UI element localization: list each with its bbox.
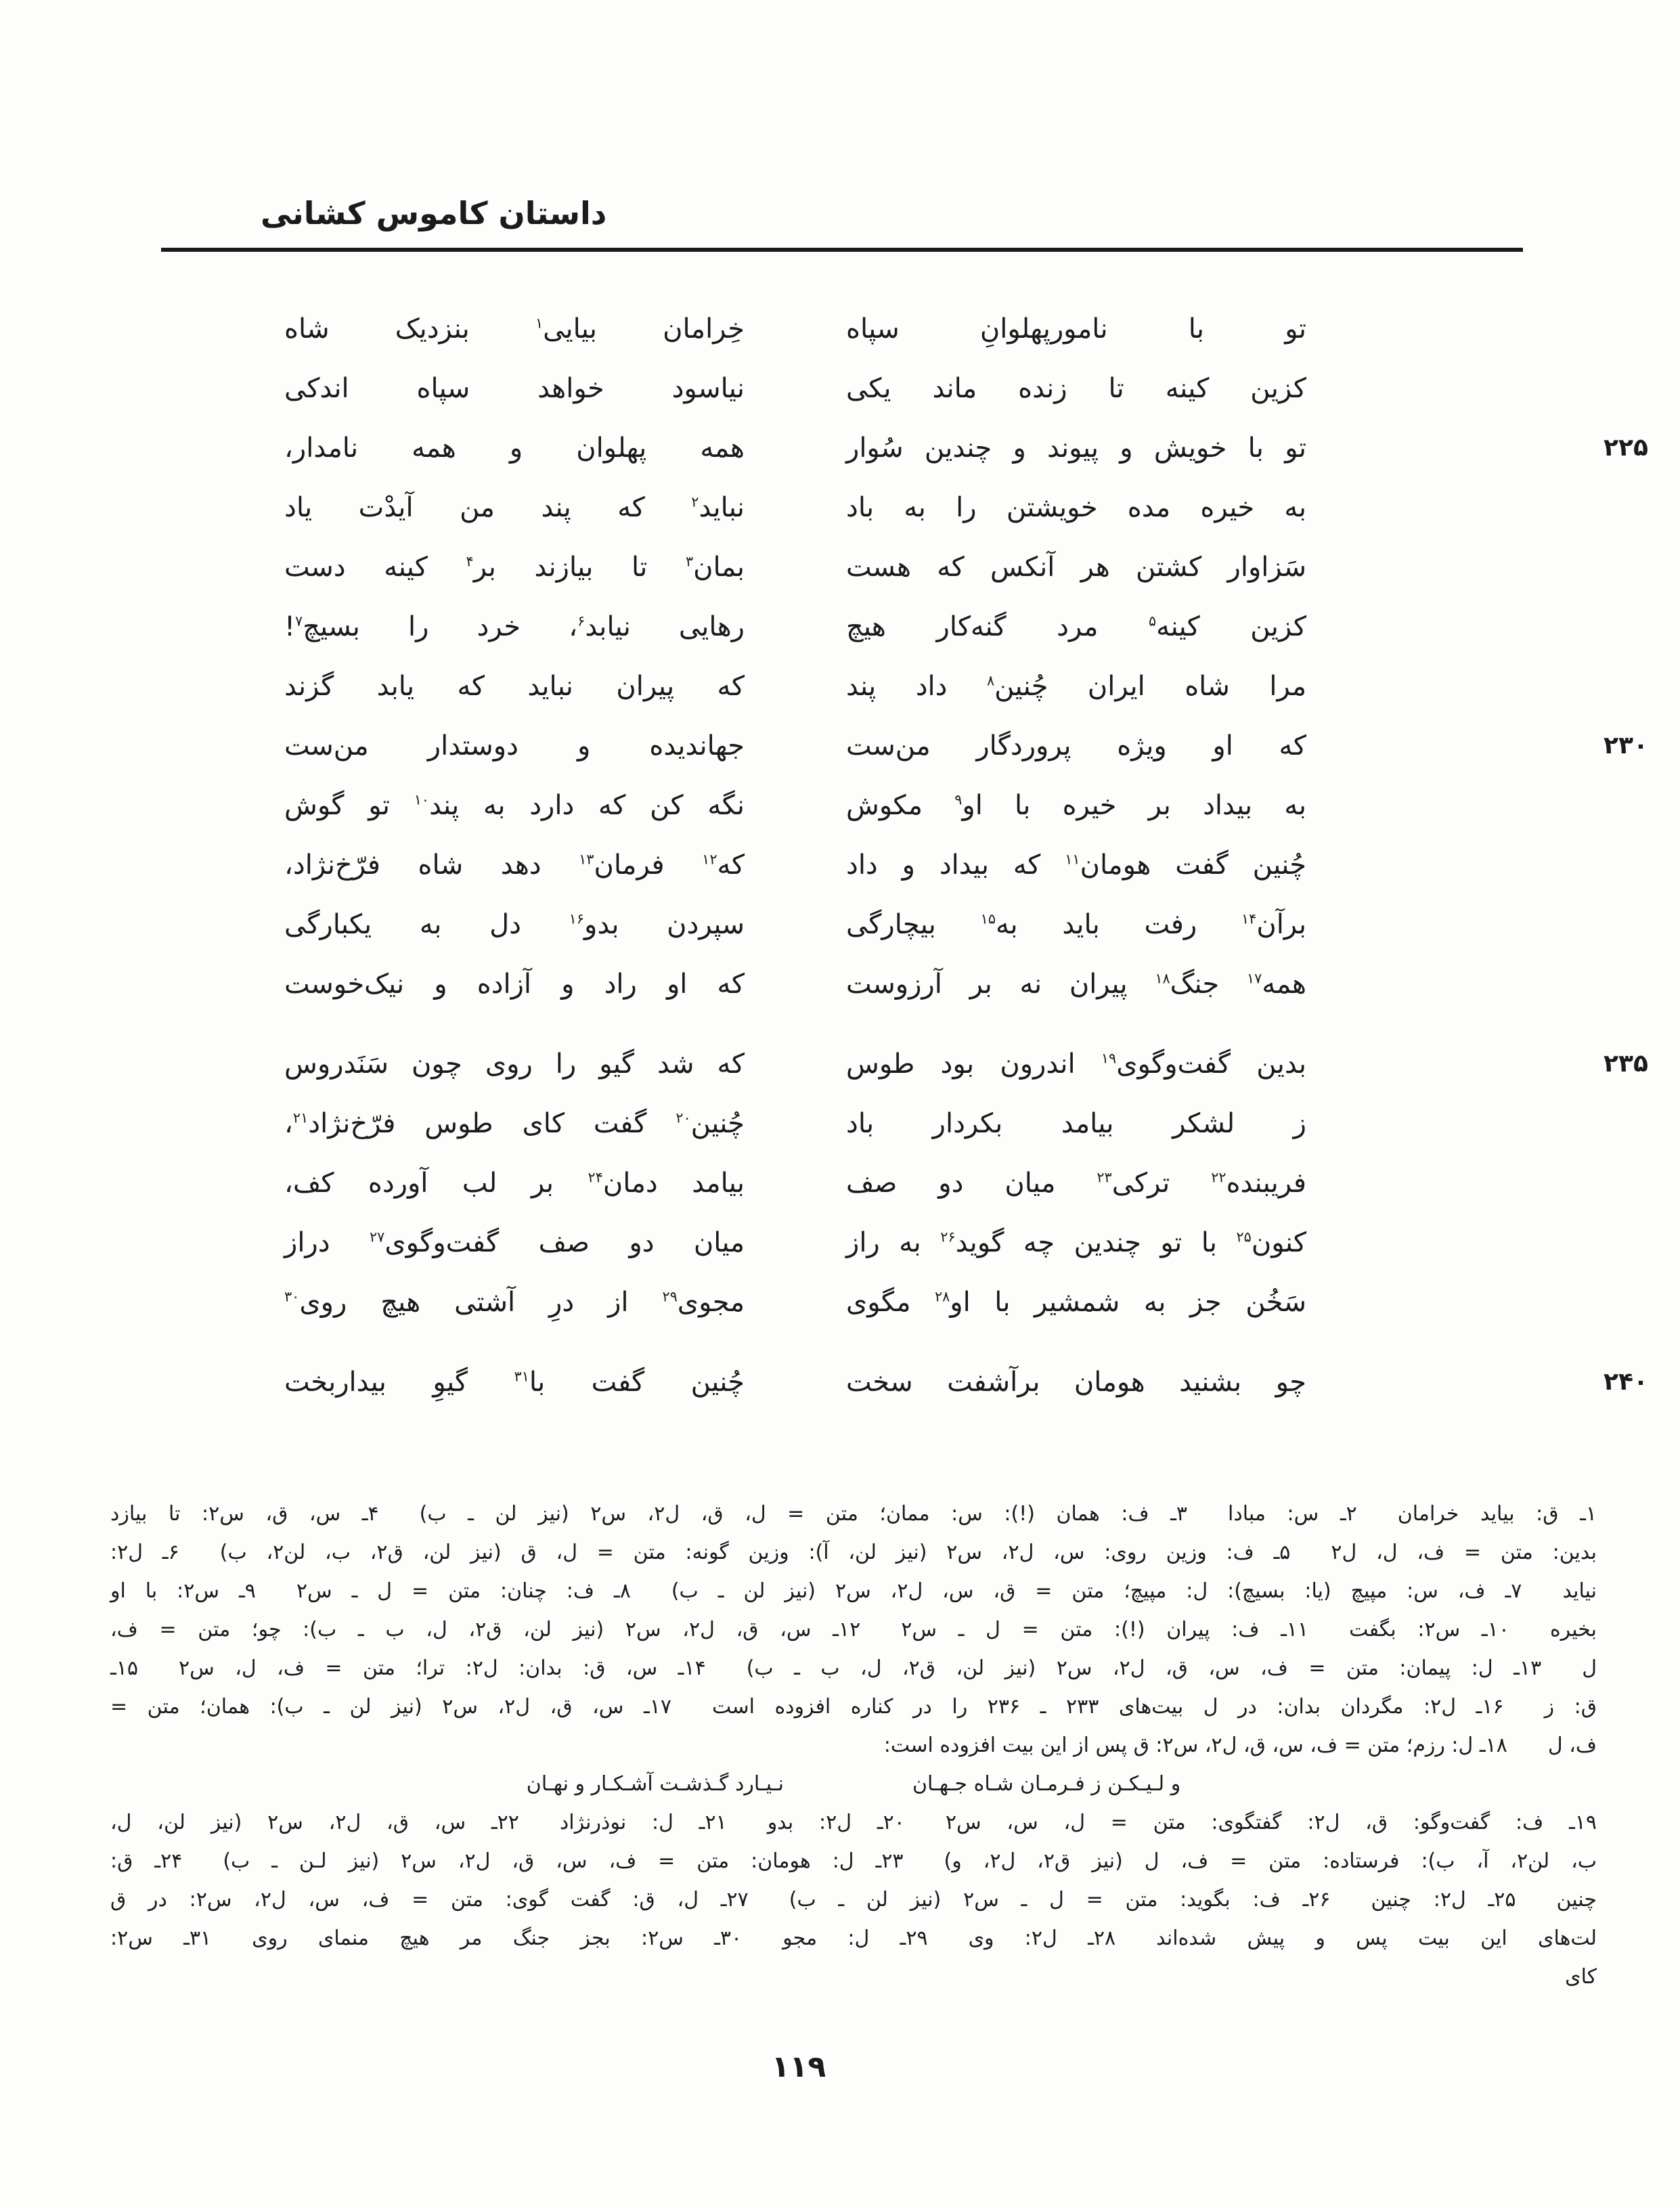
footnote-line: نیاید ۷ـ ف، س: مپیچ (یا: بسیچ): ل: مپیچ؛ متن = ق، س، ل۲، س۲ (نیز لن ـ ب) ۸ـ ف: چنان: متن = ل ـ س۲ ۹ـ س۲: با او <box>110 1579 1597 1603</box>
verse-number-badge: ۲۳۰ <box>1604 732 1648 759</box>
footnote-line: ب، لن۲، آ، ب): فرستاده: متن = ف، ل (نیز ق۲، ل۲، و) ۲۳ـ ل: هومان: متن = ف، س، ق، ل۲، س۲ (نیز لـن ـ ب) ۲۴ـ ق: <box>110 1849 1597 1873</box>
verse-number-badge <box>1587 299 1665 359</box>
verse-row <box>0 299 1680 359</box>
verse-row <box>0 1034 1680 1094</box>
hemistich-first: کزین کینه$^۵$ مرد گنه‌کار هیچ <box>846 611 1306 642</box>
verse-row <box>0 1352 1680 1412</box>
footnote-line: کای <box>1565 1965 1597 1989</box>
verse-number-badge <box>1587 954 1665 1014</box>
verse-row <box>0 1153 1680 1213</box>
footnote-added-verse <box>110 1765 1597 1803</box>
hemistich-second: بمان$^۳$ تا بیازند بر$^۴$ کینه دست <box>284 552 745 583</box>
verse-row <box>0 359 1680 418</box>
header-rule <box>161 248 1523 252</box>
hemistich-second: نیاسود خواهد سپاه اندکی <box>284 373 745 404</box>
hemistich-second: چُنین گفت با$^{۳۱}$ گیوِ بیداربخت <box>284 1367 745 1398</box>
verse-number-badge <box>1587 597 1665 657</box>
verse-row <box>0 1213 1680 1273</box>
running-head-title: داستان کاموس کشانی <box>261 195 607 231</box>
verse-number-badge <box>1587 1094 1665 1153</box>
verse-number-badge: ۲۳۵ <box>1604 1050 1648 1078</box>
hemistich-first: فریبنده$^{۲۲}$ ترکی$^{۲۳}$ میان دو صف <box>846 1168 1306 1199</box>
hemistich-first: مرا شاه ایران چُنین$^۸$ داد پند <box>846 671 1306 702</box>
added-verse-hemistich-first: و لـیـکـن ز فـرمـان شـاه جـهـان <box>912 1772 1181 1796</box>
hemistich-second: که$^{۱۲}$ فرمان$^{۱۳}$ دهد شاه فرّخ‌نژاد، <box>284 849 745 881</box>
footnote-line: بخیره ۱۰ـ س۲: بگفت ۱۱ـ ف: پیران (!): متن = ل ـ س۲ ۱۲ـ س، ق، ل۲، س۲ (نیز لن، ق۲، ل، ب ـ ب): چو؛ متن = ف، <box>110 1618 1597 1641</box>
verse-number-badge <box>1587 657 1665 716</box>
hemistich-first: چُنین گفت هومان$^{۱۱}$ که بیداد و داد <box>846 849 1306 881</box>
footnote-line: بدین: متن = ف، ل، ل۲ ۵ـ ف: وزین روی: س، ل۲، س۲ (نیز لن، آ): وزین گونه: متن = ل، ق (نیز لن، ق۲، ب، لن۲، ب) ۶ـ ل۲: <box>110 1541 1597 1564</box>
hemistich-first: همه$^{۱۷}$ جنگ$^{۱۸}$ پیران نه بر آرزوست <box>846 969 1306 1000</box>
hemistich-second: چُنین$^{۲۰}$ گفت کای طوس فرّخ‌نژاد$^{۲۱}$، <box>284 1108 745 1139</box>
verse-row <box>0 478 1680 537</box>
verse-number-badge <box>1587 537 1665 597</box>
footnote-line: ق: ز ۱۶ـ ل۲: مگردان بدان: در ل بیت‌های ۲۳۳ ـ ۲۳۶ را در کناره افزوده است ۱۷ـ س، ق، ل۲، س۲ (نیز لن ـ ب): همان؛ متن = <box>110 1695 1597 1719</box>
footnote-line: ۱ـ ق: بیاید خرامان ۲ـ س: مبادا ۳ـ ف: همان (!): س: ممان؛ متن = ل، ق، ل۲، س۲ (نیز لن ـ ب) ۴ـ س، ق، س۲: تا بیازد <box>110 1502 1597 1526</box>
hemistich-second: میان دو صف گفت‌وگوی$^{۲۷}$ دراز <box>284 1227 745 1258</box>
verse-number-badge <box>1587 478 1665 537</box>
verse-row <box>0 657 1680 716</box>
poem-block <box>0 299 1680 1412</box>
verse-number-badge <box>1587 835 1665 895</box>
verse-row <box>0 716 1680 776</box>
hemistich-second: رهایی نیابد$^۶$، خرد را بسیچ$^۷$! <box>284 611 745 642</box>
verse-number-badge <box>1587 1273 1665 1332</box>
hemistich-first: برآن$^{۱۴}$ رفت باید به$^{۱۵}$ بیچارگی <box>846 909 1307 940</box>
hemistich-second: جهاندیده و دوستدار من‌ست <box>284 730 745 761</box>
verse-number-badge <box>1587 1153 1665 1213</box>
hemistich-first: کنون$^{۲۵}$ با تو چندین چه گوید$^{۲۶}$ به راز <box>846 1227 1306 1258</box>
verse-row <box>0 776 1680 835</box>
verse-row <box>0 954 1680 1014</box>
hemistich-second: که شد گیو را روی چون سَنَدروس <box>284 1048 745 1080</box>
hemistich-first: به خیره مده خویشتن را به باد <box>846 492 1306 523</box>
hemistich-first: سَزاوار کشتن هر آنکس که هست <box>846 552 1306 583</box>
hemistich-second: که پیران نباید که یابد گزند <box>284 671 745 702</box>
hemistich-first: ز لشکر بیامد بکردار باد <box>846 1108 1306 1139</box>
hemistich-first: بدین گفت‌وگوی$^{۱۹}$ اندرون بود طوس <box>846 1048 1306 1080</box>
hemistich-second: که او راد و آزاده و نیک‌خوست <box>284 969 745 1000</box>
verse-row <box>0 1094 1680 1153</box>
footnote-line: لت‌های این بیت پس و پیش شده‌اند ۲۸ـ ل۲: وی ۲۹ـ ل: مجو ۳۰ـ س۲: بجز جنگ مر هیچ منمای روی ۳۱ـ س۲: <box>110 1926 1597 1950</box>
footnote-line: چنین ۲۵ـ ل۲: چنین ۲۶ـ ف: بگوید: متن = ل ـ س۲ (نیز لن ـ ب) ۲۷ـ ل، ق: گفت گوی: متن = ف، س، ل۲، س۲: در ق <box>110 1888 1597 1912</box>
hemistich-second: مجوی$^{۲۹}$ از درِ آشتی هیچ روی$^{۳۰}$ <box>284 1287 745 1318</box>
verse-row <box>0 895 1680 954</box>
verse-row <box>0 418 1680 478</box>
hemistich-second: بیامد دمان$^{۲۴}$ بر لب آورده کف، <box>284 1168 745 1199</box>
hemistich-second: نگه کن که دارد به پند$^{۱۰}$ تو گوش <box>284 790 745 821</box>
hemistich-first: که او ویژه پروردگار من‌ست <box>846 730 1306 761</box>
verse-number-badge <box>1587 1213 1665 1273</box>
verse-number-badge <box>1587 359 1665 418</box>
critical-apparatus <box>110 1495 1597 1996</box>
verse-row <box>0 537 1680 597</box>
hemistich-first: چو بشنید هومان برآشفت سخت <box>846 1367 1306 1398</box>
footnote-line: ل ۱۳ـ ل: پیمان: متن = ف، س، ق، ل۲، س۲ (نیز لن، ق۲، ل، ب ـ ب) ۱۴ـ س، ق: بدان: ل۲: ترا؛ متن = ف، ل، س۲ ۱۵ـ <box>110 1656 1597 1680</box>
hemistich-second: نباید$^۲$ که پند من آیدْت یاد <box>284 492 745 523</box>
footnote-line: ۱۹ـ ف: گفت‌وگو: ق، ل۲: گفتگوی: متن = ل، س، س۲ ۲۰ـ ل۲: بدو ۲۱ـ ل: نوذرنژاد ۲۲ـ س، ق، ل۲، س۲ (نیز لن، ل، <box>110 1811 1597 1834</box>
verse-number-badge <box>1587 776 1665 835</box>
footnote-line: ف، ل ۱۸ـ ل: رزم؛ متن = ف، س، ق، ل۲، س۲: ق پس از این بیت افزوده است: <box>883 1734 1597 1757</box>
page-number: ۱۱۹ <box>771 2050 826 2084</box>
hemistich-first: تو با نامورپهلوانِ سپاه <box>846 313 1306 345</box>
hemistich-first: تو با خویش و پیوند و چندین سُوار <box>846 433 1306 464</box>
hemistich-second: سپردن بدو$^{۱۶}$ دل به یکبارگی <box>284 909 745 940</box>
hemistich-second: همه پهلوان و همه نامدار، <box>284 433 745 464</box>
verse-row <box>0 597 1680 657</box>
verse-number-badge: ۲۴۰ <box>1604 1368 1648 1396</box>
hemistich-first: سَخُن جز به شمشیر با او$^{۲۸}$ مگوی <box>846 1287 1306 1318</box>
hemistich-second: خِرامان بیایی$^۱$ بنزدیک شاه <box>284 313 745 345</box>
verse-number-badge <box>1587 895 1665 954</box>
verse-number-badge: ۲۲۵ <box>1604 434 1648 462</box>
added-verse-hemistich-second: نـیـارد گـذشـت آشـکـار و نهـان <box>526 1772 784 1796</box>
hemistich-first: به بیداد بر خیره با او$^۹$ مکوش <box>846 790 1306 821</box>
verse-row <box>0 835 1680 895</box>
verse-row <box>0 1273 1680 1332</box>
hemistich-first: کزین کینه تا زنده ماند یکی <box>846 373 1306 404</box>
